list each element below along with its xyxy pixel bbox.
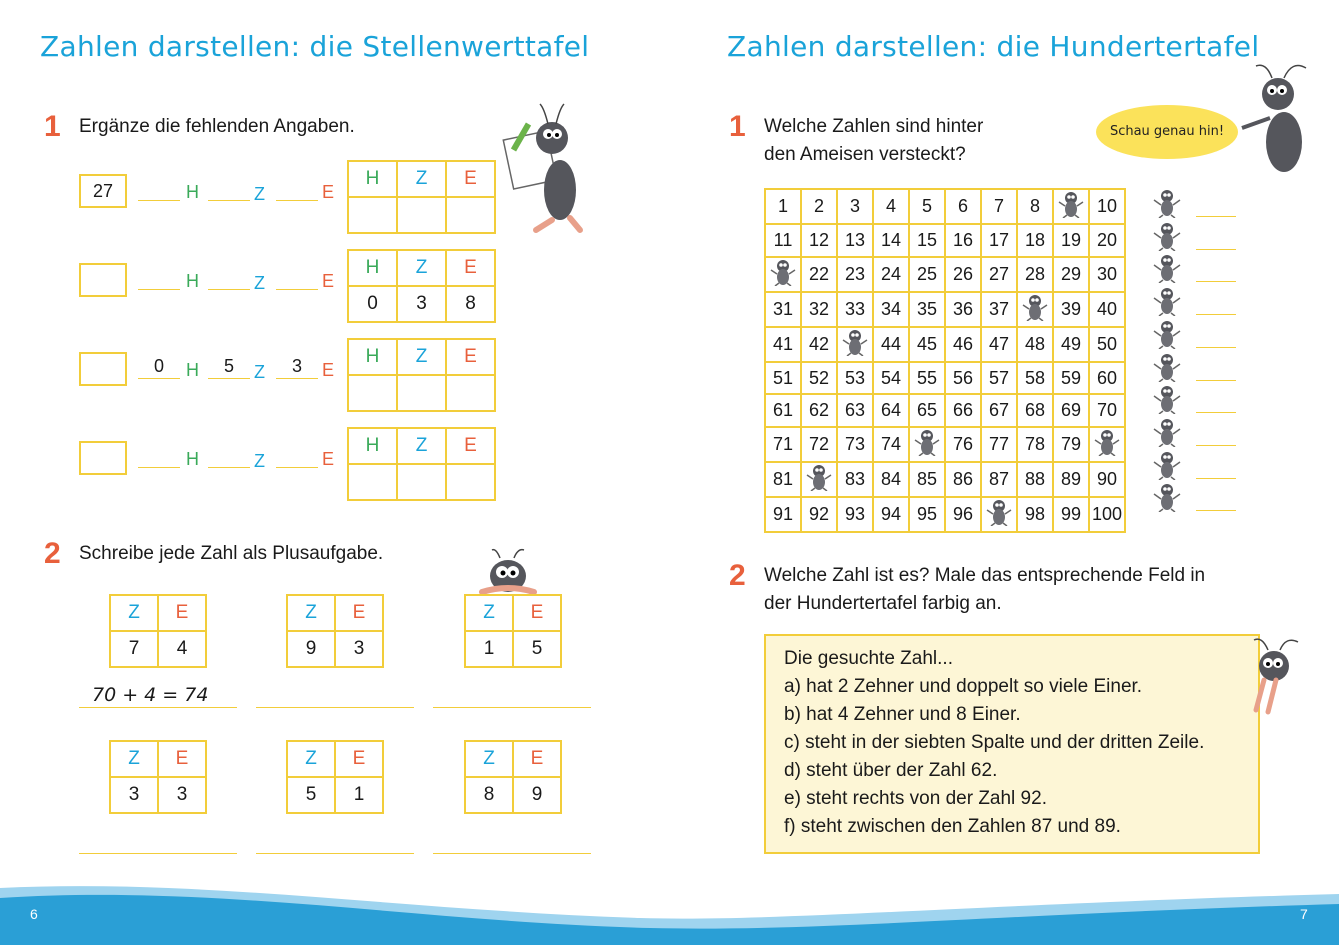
task-instruction-line1: Welche Zahlen sind hinter [764,116,984,137]
hundred-chart-cell[interactable]: 49 [1053,327,1089,362]
hundred-chart-cell[interactable]: 35 [909,292,945,327]
hint-line: f) steht zwischen den Zahlen 87 und 89. [784,816,1121,837]
hint-line: e) steht rechts von der Zahl 92. [784,788,1047,809]
hundred-chart-cell[interactable]: 71 [765,427,801,462]
hundred-chart-cell[interactable]: 42 [801,327,837,362]
task-number: 2 [44,537,61,570]
speech-bubble: Schau genau hin! [1096,105,1238,159]
hundred-chart-cell[interactable]: 77 [981,427,1017,462]
hundred-chart-cell[interactable]: 31 [765,292,801,327]
hundred-chart-cell[interactable]: 58 [1017,362,1053,395]
hundred-chart-cell[interactable]: 4 [873,189,909,224]
ant-icon [1150,384,1184,414]
number-box[interactable]: 27 [79,174,127,208]
hidden-number-ant-icon[interactable] [909,427,945,462]
hundred-chart-cell[interactable]: 99 [1053,497,1089,532]
hundred-chart-cell[interactable]: 89 [1053,462,1089,497]
hundred-chart-cell[interactable]: 23 [837,257,873,292]
answer-line[interactable] [256,707,414,708]
hundred-chart-cell[interactable]: 5 [909,189,945,224]
hundred-chart-cell[interactable]: 39 [1053,292,1089,327]
ant-head-illustration [1246,636,1306,716]
hundred-chart-cell[interactable]: 34 [873,292,909,327]
tens-label: Z [254,184,265,204]
hundred-chart-cell[interactable]: 61 [765,394,801,427]
hundred-chart-cell[interactable]: 93 [837,497,873,532]
task-instruction: Schreibe jede Zahl als Plusaufgabe. [79,543,384,564]
hundred-chart-cell[interactable]: 68 [1017,394,1053,427]
hundred-chart-row [765,427,1125,462]
ze-table: Z E 3 3 [109,740,207,814]
hundred-chart-cell[interactable]: 70 [1089,394,1125,427]
hundred-chart-row [765,497,1125,532]
hundred-chart-cell[interactable]: 37 [981,292,1017,327]
hundred-chart-cell[interactable]: 52 [801,362,837,395]
hundred-chart-cell[interactable]: 66 [945,394,981,427]
page-number-right: 7 [1300,906,1308,922]
ant-icon [1150,221,1184,251]
hundred-chart-cell[interactable]: 65 [909,394,945,427]
answer-line[interactable] [79,853,237,854]
hundred-chart-cell[interactable]: 44 [873,327,909,362]
number-box[interactable] [79,263,127,297]
hundred-chart-cell[interactable]: 88 [1017,462,1053,497]
answer-line[interactable] [1196,445,1236,446]
hint-line: a) hat 2 Zehner und doppelt so viele Einer. [784,676,1143,697]
hundred-chart-cell[interactable]: 25 [909,257,945,292]
left-page-title: Zahlen darstellen: die Stellenwerttafel [40,30,590,63]
hundreds-label: H [186,271,199,291]
tens-label: Z [254,273,265,293]
hundred-chart-cell[interactable]: 20 [1089,224,1125,257]
hundred-chart-cell[interactable]: 59 [1053,362,1089,395]
ze-table: Z E 5 1 [286,740,384,814]
hundred-chart-cell[interactable]: 30 [1089,257,1125,292]
answer-line[interactable] [1196,412,1236,413]
hundred-chart-row [765,189,1125,224]
hundred-chart-cell[interactable]: 94 [873,497,909,532]
hundred-chart-cell[interactable]: 3 [837,189,873,224]
hint-line: d) steht über der Zahl 62. [784,760,998,781]
answer-line[interactable] [79,707,237,708]
hundred-chart-cell[interactable]: 64 [873,394,909,427]
hundred-chart-cell[interactable]: 60 [1089,362,1125,395]
ant-icon [1150,352,1184,382]
hundred-chart-cell[interactable]: 72 [801,427,837,462]
hundred-chart-cell[interactable]: 67 [981,394,1017,427]
hundred-chart-cell[interactable]: 74 [873,427,909,462]
hundred-chart-cell[interactable]: 11 [765,224,801,257]
hundred-chart-cell[interactable]: 46 [945,327,981,362]
answer-line[interactable] [1196,216,1236,217]
hundred-chart-cell[interactable]: 81 [765,462,801,497]
hundred-chart-cell[interactable]: 15 [909,224,945,257]
page-number-left: 6 [30,906,38,922]
hundred-chart-cell[interactable]: 24 [873,257,909,292]
ant-icon [1150,417,1184,447]
ones-label: E [322,182,335,202]
hundred-chart-cell[interactable]: 18 [1017,224,1053,257]
hundred-chart-cell[interactable]: 7 [981,189,1017,224]
ant-icon [1150,286,1184,316]
hundred-chart-row [765,292,1125,327]
ant-with-sign-illustration [500,100,590,240]
ze-table: Z E 7 4 [109,594,207,668]
hundred-chart-cell[interactable]: 14 [873,224,909,257]
hundred-chart-cell[interactable]: 69 [1053,394,1089,427]
answer-line[interactable] [1196,314,1236,315]
hundred-chart-row [765,362,1125,395]
hundred-chart-cell[interactable]: 41 [765,327,801,362]
ant-icon [1150,319,1184,349]
hidden-number-ant-icon[interactable] [1053,189,1089,224]
hidden-number-ant-icon[interactable] [1089,427,1125,462]
hundred-chart-cell[interactable]: 6 [945,189,981,224]
ant-icon [1150,253,1184,283]
ze-table: Z E 9 3 [286,594,384,668]
hundred-chart-cell[interactable]: 36 [945,292,981,327]
task-instruction: Ergänze die fehlenden Angaben. [79,116,355,137]
hundred-chart-cell[interactable]: 85 [909,462,945,497]
ze-table: Z E 8 9 [464,740,562,814]
tens-value: 5 [223,356,234,376]
hundred-chart-cell[interactable]: 19 [1053,224,1089,257]
hundreds-value: 0 [153,356,164,376]
hundred-chart-cell[interactable]: 32 [801,292,837,327]
hint-line: b) hat 4 Zehner und 8 Einer. [784,704,1021,725]
hundred-chart-cell[interactable]: 84 [873,462,909,497]
hundred-chart-row [765,462,1125,497]
hundred-chart-cell[interactable]: 10 [1089,189,1125,224]
hundred-chart-cell[interactable]: 54 [873,362,909,395]
hundred-chart-cell[interactable]: 83 [837,462,873,497]
hundred-chart-cell[interactable]: 12 [801,224,837,257]
hundred-chart-cell[interactable]: 27 [981,257,1017,292]
ones-label: E [322,271,335,291]
hundred-chart-cell[interactable]: 56 [945,362,981,395]
right-page-title: Zahlen darstellen: die Hundertertafel [727,30,1260,63]
hundred-chart-cell[interactable]: 57 [981,362,1017,395]
hundred-chart-cell[interactable]: 100 [1089,497,1125,532]
peeking-ant-illustration [478,548,538,600]
number-box[interactable] [79,441,127,475]
hidden-number-ant-icon[interactable] [801,462,837,497]
hundred-chart-cell[interactable]: 50 [1089,327,1125,362]
hundred-chart-cell[interactable]: 26 [945,257,981,292]
hundred-chart-cell[interactable]: 91 [765,497,801,532]
hundred-chart-cell[interactable]: 98 [1017,497,1053,532]
hundred-chart-cell[interactable]: 13 [837,224,873,257]
hundred-chart-cell[interactable]: 33 [837,292,873,327]
hundred-chart-cell[interactable]: 90 [1089,462,1125,497]
tens-label: Z [254,362,265,382]
hidden-number-ant-icon[interactable] [981,497,1017,532]
hundred-chart-cell[interactable]: 28 [1017,257,1053,292]
ant-icon [1150,450,1184,480]
hundred-chart-cell[interactable]: 22 [801,257,837,292]
hundred-chart-cell[interactable]: 73 [837,427,873,462]
hint-line: c) steht in der siebten Spalte und der dritten Zeile. [784,732,1205,753]
task-instruction-line2: der Hundertertafel farbig an. [764,593,1002,614]
tens-label: Z [254,451,265,471]
hidden-number-ant-icon[interactable] [765,257,801,292]
task-instruction-line2: den Ameisen versteckt? [764,144,966,165]
task-number: 1 [44,110,61,143]
hze-table: H Z E [347,427,496,501]
answer-line[interactable] [256,853,414,854]
ones-value: 3 [291,356,302,376]
ant-icon [1150,188,1184,218]
hundred-chart-cell[interactable]: 76 [945,427,981,462]
hundreds-label: H [186,182,199,202]
hundred-chart-cell[interactable]: 1 [765,189,801,224]
hundred-chart-cell[interactable]: 8 [1017,189,1053,224]
hze-table: H Z E 0 3 8 [347,249,496,323]
hundred-chart-cell[interactable]: 51 [765,362,801,395]
hundred-chart-row [765,327,1125,362]
task-number: 1 [729,110,746,143]
ones-label: E [322,449,335,469]
answer-line[interactable] [1196,478,1236,479]
ones-label: E [322,360,335,380]
hundred-chart-cell[interactable]: 45 [909,327,945,362]
hundred-chart-row [765,394,1125,427]
hundred-chart-cell[interactable]: 79 [1053,427,1089,462]
answer-line[interactable] [1196,380,1236,381]
hundred-chart-row [765,257,1125,292]
hundred-chart-cell[interactable]: 40 [1089,292,1125,327]
hidden-number-ant-icon[interactable] [1017,292,1053,327]
hundred-chart-cell[interactable]: 62 [801,394,837,427]
answer-line[interactable] [1196,249,1236,250]
hundreds-label: H [186,360,199,380]
answer-line[interactable] [433,853,591,854]
hundred-chart-cell[interactable]: 87 [981,462,1017,497]
hundred-chart-cell[interactable]: 48 [1017,327,1053,362]
hundred-chart-row [765,224,1125,257]
hundred-chart [764,188,1126,533]
hundred-chart-cell[interactable]: 78 [1017,427,1053,462]
hundred-chart-cell[interactable]: 29 [1053,257,1089,292]
hundred-chart-cell[interactable]: 92 [801,497,837,532]
hundred-chart-cell[interactable]: 55 [909,362,945,395]
hundred-chart-cell[interactable]: 16 [945,224,981,257]
hundred-chart-cell[interactable]: 63 [837,394,873,427]
hundred-chart-cell[interactable]: 47 [981,327,1017,362]
pointing-ant-illustration [1236,58,1316,178]
bottom-wave-decoration [0,870,1339,945]
example-answer: 70 + 4 = 74 [92,684,209,706]
task-number: 2 [729,559,746,592]
hundred-chart-cell[interactable]: 96 [945,497,981,532]
hundred-chart-cell[interactable]: 86 [945,462,981,497]
hundred-chart-cell[interactable]: 95 [909,497,945,532]
task-instruction-line1: Welche Zahl ist es? Male das entsprechende Feld in [764,565,1206,586]
hze-table: H Z E [347,160,496,234]
answer-line[interactable] [433,707,591,708]
hze-table: H Z E [347,338,496,412]
hidden-number-ant-icon[interactable] [837,327,873,362]
answer-line[interactable] [1196,347,1236,348]
hint-line: Die gesuchte Zahl... [784,648,953,669]
hundred-chart-cell[interactable]: 2 [801,189,837,224]
number-box[interactable] [79,352,127,386]
ant-icon [1150,482,1184,512]
answer-line[interactable] [1196,510,1236,511]
hundred-chart-cell[interactable]: 53 [837,362,873,395]
ze-table: Z E 1 5 [464,594,562,668]
hundreds-label: H [186,449,199,469]
hundred-chart-cell[interactable]: 17 [981,224,1017,257]
answer-line[interactable] [1196,281,1236,282]
